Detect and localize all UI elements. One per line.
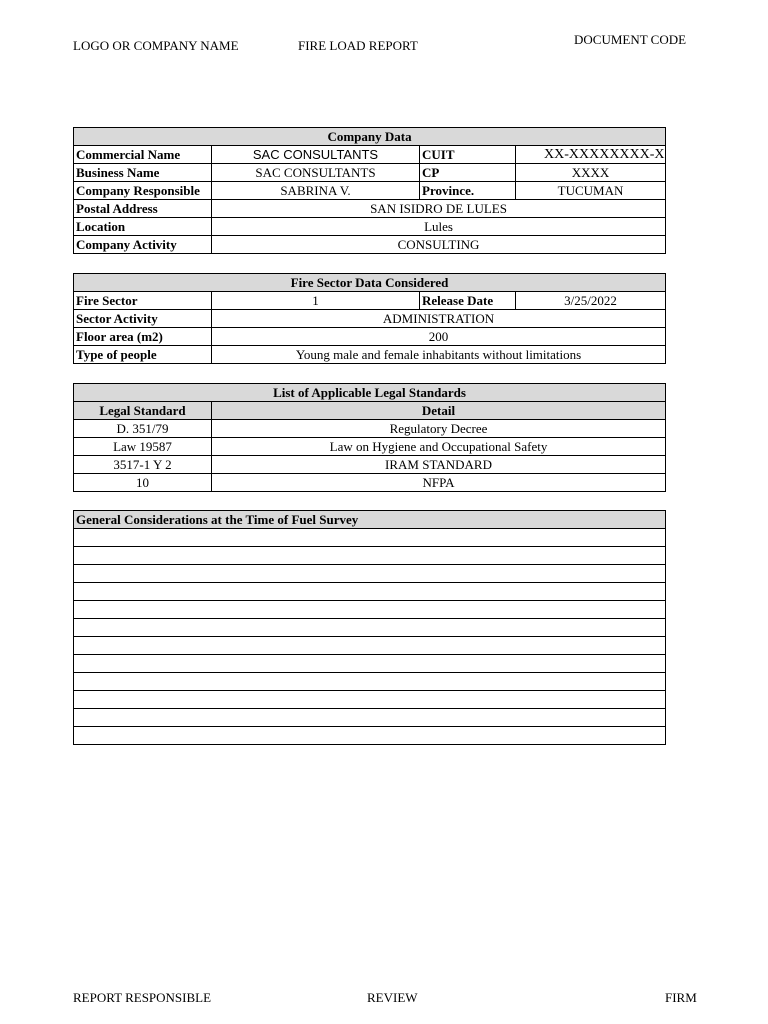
blank-line[interactable]: [74, 547, 666, 565]
field-label: Type of people: [74, 346, 212, 364]
table-row: [74, 182, 666, 200]
legal-standards-heading: List of Applicable Legal Standards: [74, 384, 666, 402]
standard-cell: 10: [74, 474, 212, 492]
field-label: Company Activity: [74, 236, 212, 254]
field-label: CP: [420, 164, 516, 182]
field-value: SAC CONSULTANTS: [212, 164, 420, 182]
column-header-detail: Detail: [212, 402, 666, 420]
field-label: Location: [74, 218, 212, 236]
field-value: 200: [212, 328, 666, 346]
table-row: [74, 346, 666, 364]
table-row: [74, 310, 666, 328]
field-value: 3/25/2022: [516, 292, 666, 310]
field-value: SAC CONSULTANTS: [212, 146, 420, 164]
blank-line[interactable]: [74, 673, 666, 691]
table-row: [74, 456, 666, 474]
blank-line[interactable]: [74, 727, 666, 745]
document-code: DOCUMENT CODE: [574, 32, 687, 47]
blank-line[interactable]: [74, 583, 666, 601]
field-label: Postal Address: [74, 200, 212, 218]
field-label: Business Name: [74, 164, 212, 182]
table-row: [74, 200, 666, 218]
blank-line[interactable]: [74, 709, 666, 727]
table-row: [74, 146, 666, 164]
standard-cell: Law 19587: [74, 438, 212, 456]
field-label: Province.: [420, 182, 516, 200]
field-label: Fire Sector: [74, 292, 212, 310]
standard-cell: D. 351/79: [74, 420, 212, 438]
detail-cell: Regulatory Decree: [212, 420, 666, 438]
field-label: Release Date: [420, 292, 516, 310]
field-value: Young male and female inhabitants without limitations: [212, 346, 666, 364]
blank-line[interactable]: [74, 565, 666, 583]
field-value: SABRINA V.: [212, 182, 420, 200]
table-row: [74, 438, 666, 456]
considerations-heading: General Considerations at the Time of Fuel Survey: [74, 511, 666, 529]
standard-cell: 3517-1 Y 2: [74, 456, 212, 474]
firm-label: FIRM: [665, 990, 697, 1005]
table-row: [74, 236, 666, 254]
considerations-table: [73, 510, 666, 745]
field-value: TUCUMAN: [516, 182, 666, 200]
column-header-standard: Legal Standard: [74, 402, 212, 420]
blank-line[interactable]: [74, 601, 666, 619]
field-value: Lules: [212, 218, 666, 236]
table-row: [74, 292, 666, 310]
company-data-heading: Company Data: [74, 128, 666, 146]
review-label: REVIEW: [367, 990, 418, 1005]
fire-sector-heading: Fire Sector Data Considered: [74, 274, 666, 292]
report-responsible-label: REPORT RESPONSIBLE: [73, 990, 212, 1005]
detail-cell: NFPA: [212, 474, 666, 492]
blank-line[interactable]: [74, 655, 666, 673]
report-title: FIRE LOAD REPORT: [298, 38, 418, 53]
field-label: Company Responsible: [74, 182, 212, 200]
company-data-table: [73, 127, 666, 254]
blank-line[interactable]: [74, 529, 666, 547]
field-value: SAN ISIDRO DE LULES: [212, 200, 666, 218]
legal-standards-table: [73, 383, 666, 492]
field-label: Floor area (m2): [74, 328, 212, 346]
field-label: CUIT: [420, 146, 516, 164]
table-row: [74, 474, 666, 492]
company-logo-placeholder: LOGO OR COMPANY NAME: [73, 38, 239, 53]
table-row: [74, 420, 666, 438]
table-row: [74, 164, 666, 182]
field-value: 1: [212, 292, 420, 310]
table-row: [74, 328, 666, 346]
detail-cell: Law on Hygiene and Occupational Safety: [212, 438, 666, 456]
blank-line[interactable]: [74, 619, 666, 637]
field-value: CONSULTING: [212, 236, 666, 254]
field-value: XXXX: [516, 164, 666, 182]
table-row: [74, 218, 666, 236]
field-label: Commercial Name: [74, 146, 212, 164]
blank-line[interactable]: [74, 691, 666, 709]
fire-sector-table: [73, 273, 666, 364]
blank-line[interactable]: [74, 637, 666, 655]
field-value: ADMINISTRATION: [212, 310, 666, 328]
field-label: Sector Activity: [74, 310, 212, 328]
detail-cell: IRAM STANDARD: [212, 456, 666, 474]
field-value: XX-XXXXXXXX-X: [516, 146, 666, 164]
